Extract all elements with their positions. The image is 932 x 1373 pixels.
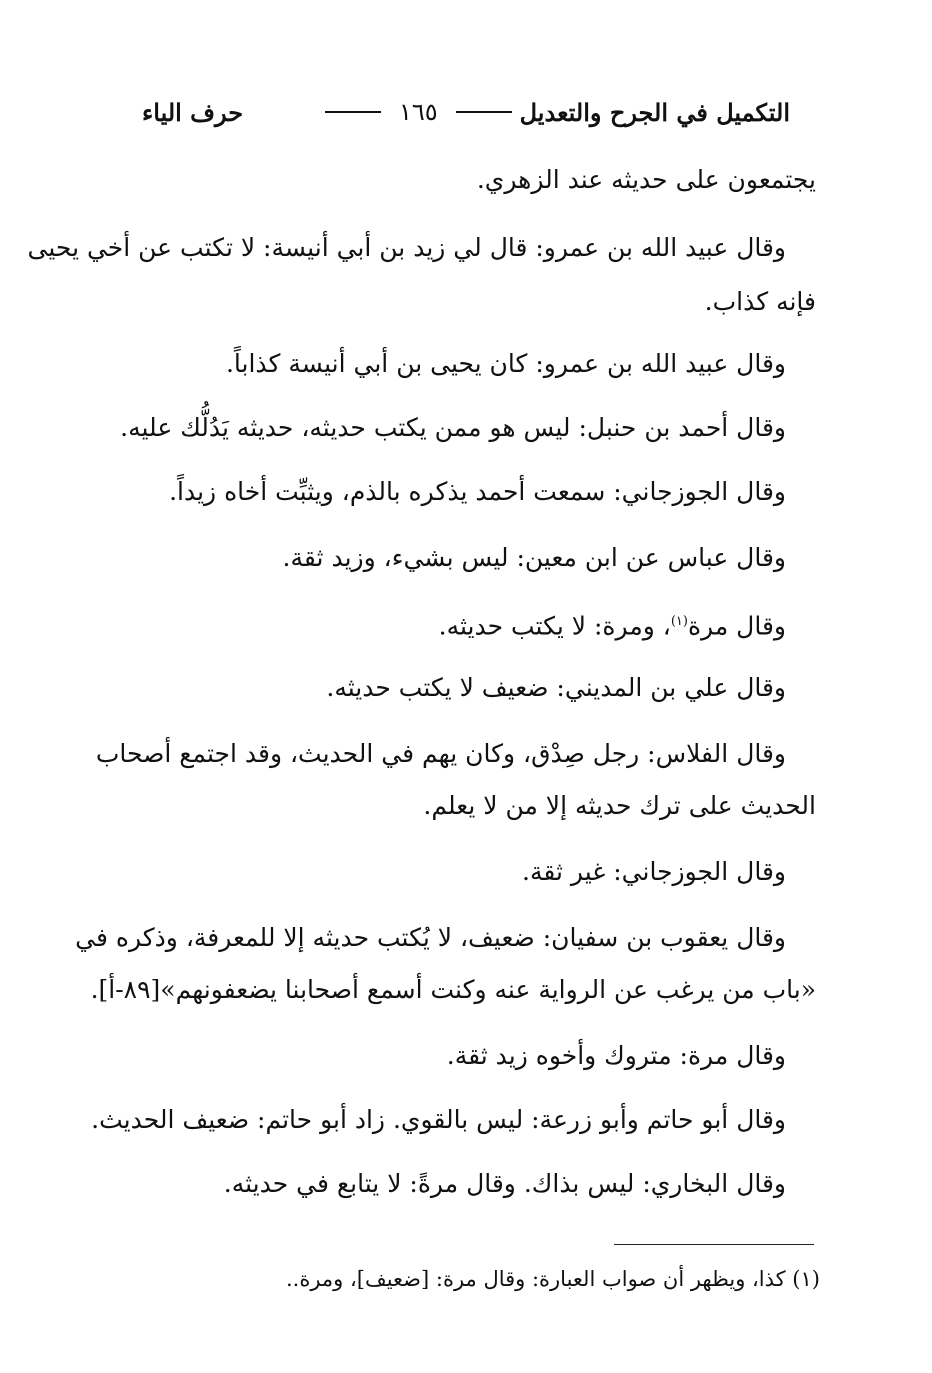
text-line: وقال الفلاس: رجل صِدْق، وكان يهم في الحديث، وقد اجتمع أصحاب bbox=[95, 739, 786, 768]
text-line: الحديث على ترك حديثه إلا من لا يعلم. bbox=[423, 791, 816, 820]
text-line: فإنه كذاب. bbox=[704, 287, 816, 316]
text-line: وقال الجوزجاني: غير ثقة. bbox=[522, 857, 786, 886]
text-line: وقال يعقوب بن سفيان: ضعيف، لا يُكتب حديثه إلا للمعرفة، وذكره في bbox=[75, 923, 786, 952]
footnote: (١) كذا، ويظهر أن صواب العبارة: وقال مرة: [ضعيف]، ومرة.. bbox=[285, 1267, 820, 1291]
text-segment: وقال مرة bbox=[687, 611, 786, 641]
text-line: وقال الجوزجاني: سمعت أحمد يذكره بالذم، ويثبِّت أخاه زيداً. bbox=[169, 477, 786, 506]
text-line: «باب من يرغب عن الرواية عنه وكنت أسمع أصحابنا يضعفونهم»[٨٩-أ]. bbox=[90, 975, 816, 1004]
text-line: وقال أبو حاتم وأبو زرعة: ليس بالقوي. زاد أبو حاتم: ضعيف الحديث. bbox=[91, 1105, 786, 1134]
text-line: وقال عباس عن ابن معين: ليس بشيء، وزيد ثقة. bbox=[282, 543, 786, 572]
text-line: يجتمعون على حديثه عند الزهري. bbox=[476, 165, 816, 194]
book-title: التكميل في الجرح والتعديل bbox=[519, 97, 790, 127]
text-line: وقال علي بن المديني: ضعيف لا يكتب حديثه. bbox=[326, 673, 786, 702]
text-line: وقال عبيد الله بن عمرو: كان يحيى بن أبي أنيسة كذاباً. bbox=[225, 349, 786, 378]
header-right-group bbox=[317, 98, 790, 127]
text-line: وقال البخاري: ليس بذاك. وقال مرةً: لا يتابع في حديثه. bbox=[223, 1169, 786, 1198]
header-dash bbox=[325, 111, 381, 113]
footnote-marker: (١) bbox=[670, 614, 688, 629]
text-line: وقال أحمد بن حنبل: ليس هو ممن يكتب حديثه، حديثه يَدُلُّك عليه. bbox=[120, 413, 786, 442]
page-number: ١٦٥ bbox=[398, 98, 438, 126]
section-title: حرف الياء bbox=[142, 97, 244, 127]
running-header bbox=[142, 92, 790, 132]
text-line-with-footnote bbox=[439, 602, 786, 642]
text-line: وقال عبيد الله بن عمرو: قال لي زيد بن أبي أنيسة: لا تكتب عن أخي يحيى bbox=[27, 233, 786, 262]
text-line: وقال مرة: متروك وأخوه زيد ثقة. bbox=[446, 1041, 786, 1070]
text-segment: ، ومرة: لا يكتب حديثه. bbox=[438, 611, 671, 641]
footnote-separator bbox=[614, 1244, 814, 1245]
header-dash bbox=[456, 111, 512, 113]
